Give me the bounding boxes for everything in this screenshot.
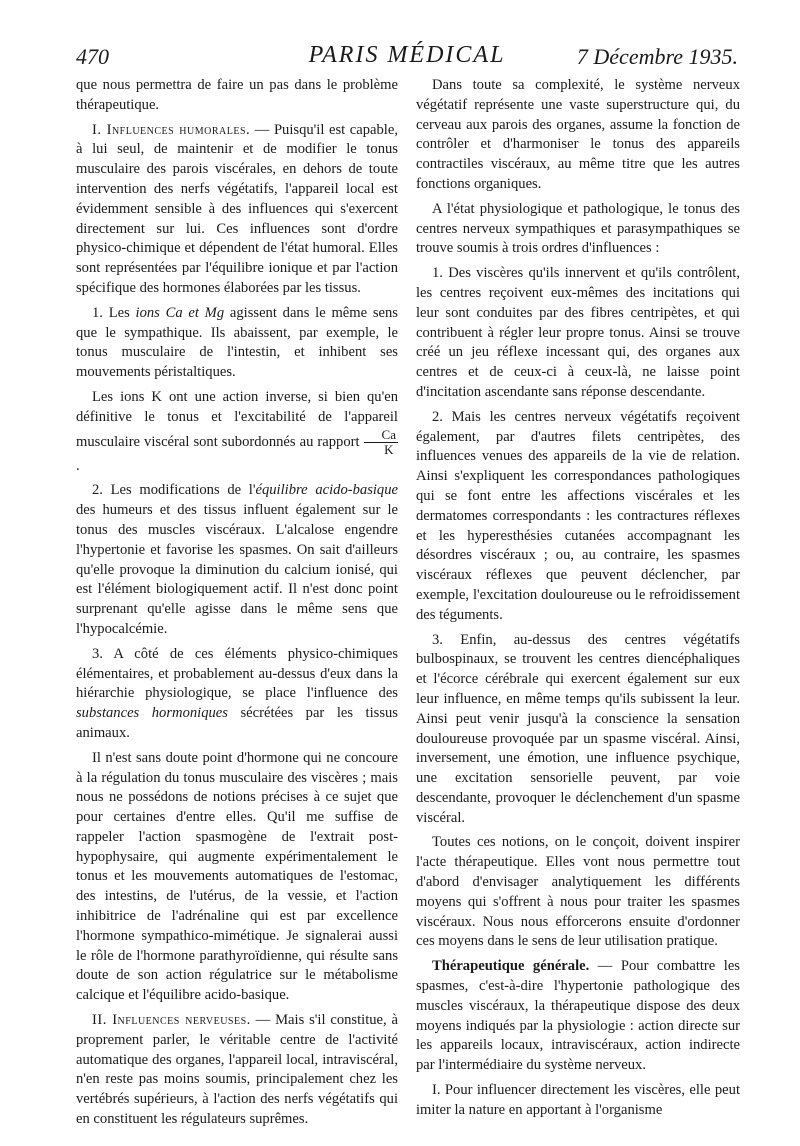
paragraph: Dans toute sa complexité, le système nerveux végétatif représente une vaste superstructure qui, du cerveau aux parois des organes, assume la fonction de contrôler et d'harmoniser le tonus des appareils contractiles viscéraux, au même titre que les autres fonctions organiques. <box>416 77 740 192</box>
paragraph: A l'état physiologique et pathologique, le tonus des centres nerveux sympathiques et parasympathiques se trouve soumis à trois ordres d'influences : <box>416 200 740 257</box>
right-column <box>416 76 740 1126</box>
section-heading: I. Influences humorales. <box>92 121 251 138</box>
paragraph: Les ions K ont une action inverse, si bien qu'en définitive le tonus et l'excitabilité de l'appareil musculaire viscéral sont subordonnés au rapport $\frac{Ca}{K}$ . <box>76 388 398 474</box>
paragraph: 1. Des viscères qu'ils innervent et qu'ils contrôlent, les centres reçoivent eux-mêmes des incitations qui leur sont conduites par des fibres centripètes, et qui contribuent à régler leur propre tonus. Ainsi se trouve créé un jeu réflexe incessant qui, des organes aux centres et de ceux-ci à ceux-là, ne laisse point d'incitation ascendante sans réponse descendante. <box>416 265 740 400</box>
paragraph: I. Influences humorales. — Puisqu'il est capable, à lui seul, de maintenir et de modifier le tonus musculaire des parois viscérales, en dehors de toute intervention des nerfs végétatifs, l'appareil local est évidemment sensible à des influences qui s'exercent directement sur lui. Ces influences sont d'ordre physico-chimique et dépendent de l'état humoral. Elles sont représentées par l'équilibre ionique et par l'action spécifique des hormones élaborées par les tissus. <box>76 121 398 296</box>
paragraph: 1. Les ions Ca et Mg agissent dans le même sens que le sympathique. Ils abaissent, par exemple, le tonus musculaire de l'intestin, et inhibent ses mouvements péristaltiques. <box>76 304 398 381</box>
fraction-ca-k: $\frac{Ca}{K}$ <box>364 428 398 457</box>
paragraph: 2. Mais les centres nerveux végétatifs reçoivent également, par d'autres filets centripètes, des influences venues des appareils de la vie de relation. Ainsi s'expliquent les correspondances pathologiques qui se font entre les affections viscérales et les dermatomes correspondants : les contractures réflexes et les hyperesthésies cutanées accompagnant les désordres viscéraux ; ou, au contraire, les spasmes viscéraux réflexes que peuvent déclencher, par exemple, l'excitation douloureuse ou le refroidissement des téguments. <box>416 408 740 623</box>
emphasis: équilibre acido-basique <box>255 482 398 499</box>
emphasis: substances hormoniques <box>76 705 228 722</box>
page-header <box>76 42 738 72</box>
paragraph: II. Influences nerveuses. — Mais s'il constitue, à proprement parler, le véritable centre de l'activité automatique des organes, l'appareil local, intraviscéral, n'en reste pas moins soumis, principalement chez les vertébrés supérieurs, à l'action des nerfs végétatifs qui en constituent les régulateurs suprêmes. <box>76 1012 398 1128</box>
paragraph: que nous permettra de faire un pas dans le problème thérapeutique. <box>76 77 398 113</box>
paragraph: 2. Les modifications de l'équilibre acido-basique des humeurs et des tissus influent également sur le tonus des muscles viscéraux. L'alcalose engendre l'hypertonie et favorise les spasmes. On sait d'ailleurs qu'elle provoque la diminution du calcium ionisé, qui est l'élément biologiquement actif. Il n'est donc point surprenant qu'elle agisse dans le même sens que l'hypocalcémie. <box>76 482 398 637</box>
issue-date: 7 Décembre 1935. <box>576 44 738 69</box>
paragraph: Toutes ces notions, on le conçoit, doivent inspirer l'acte thérapeutique. Elles vont nous permettre tout d'abord d'envisager analytiquement les différents moyens qui s'offrent à nous pour traiter les spasmes viscéraux. Nous nous efforcerons ensuite d'ordonner ces moyens dans le sens de leur utilisation pratique. <box>416 834 740 950</box>
paragraph: Thérapeutique générale. — Pour combattre les spasmes, c'est-à-dire l'hypertonie pathologique des muscles viscéraux, la thérapeutique dispose des deux moyens indiqués par la physiologie : action directe sur les appareils locaux, intraviscéraux, action indirecte par l'intermédiaire du système nerveux. <box>416 958 740 1074</box>
paragraph: 3. A côté de ces éléments physico-chimiques élémentaires, et probablement au-dessus d'eux dans la hiérarchie physiologique, se place l'influence des substances hormoniques sécrétées par les tissus animaux. <box>76 645 398 741</box>
section-heading: Thérapeutique générale. <box>432 958 590 975</box>
paragraph: 3. Enfin, au-dessus des centres végétatifs bulbospinaux, se trouvent les centres diencéphaliques et l'écorce cérébrale qui exercent également sur eux leur influence, en même temps qu'ils subissent la leur. Ainsi peut venir jusqu'à la conscience la sensation douloureuse provoquée par un spasme viscéral. Ainsi, inversement, une émotion, une influence psychique, une excitation sensorielle peuvent, par voie descendante, provoquer le déclenchement d'un spasme viscéral. <box>416 631 740 826</box>
emphasis: ions Ca et Mg <box>135 304 225 321</box>
left-column <box>76 76 398 1135</box>
page-number: 470 <box>76 44 109 69</box>
paragraph: I. Pour influencer directement les viscères, elle peut imiter la nature en apportant à l'organisme <box>416 1082 740 1118</box>
journal-title: PARIS MÉDICAL <box>308 42 506 68</box>
section-heading: II. Influences nerveuses. <box>92 1012 251 1029</box>
paragraph: Il n'est sans doute point d'hormone qui ne concoure à la régulation du tonus musculaire des viscères ; mais nous ne possédons de notions précises à ce sujet que pour certaines d'entre elles. Qu'il me suffise de rappeler l'action spasmogène de l'extrait post-hypophysaire, qui augmente expérimentalement le tonus et les mouvements automatiques de l'estomac, des intestins, de l'utérus, de la vessie, et l'action inhibitrice de l'adrénaline qui est par excellence l'hormone sympathico-mimétique. Je signalerai aussi le rôle de l'hormone parathyroïdienne, qui résulte sans doute de son action régulatrice sur le métabolisme calcique et l'équilibre acido-basique. <box>76 749 398 1004</box>
